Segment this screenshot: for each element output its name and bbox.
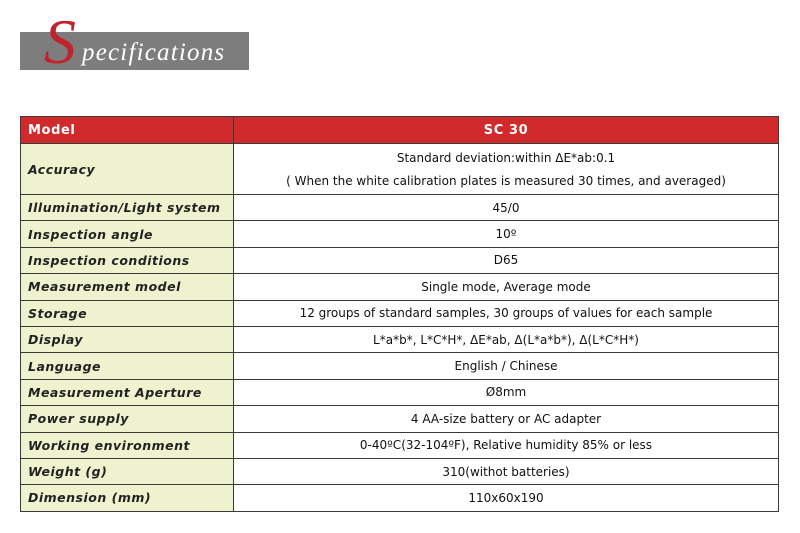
table-row bbox=[21, 406, 779, 432]
table-row bbox=[21, 379, 779, 405]
row-label: Storage bbox=[21, 300, 234, 326]
table-header-row bbox=[21, 117, 779, 144]
table-row bbox=[21, 274, 779, 300]
table-row bbox=[21, 458, 779, 484]
row-label: Display bbox=[21, 326, 234, 352]
row-label: Accuracy bbox=[21, 144, 234, 195]
row-value: L*a*b*, L*C*H*, ΔE*ab, Δ(L*a*b*), Δ(L*C*H*) bbox=[234, 326, 779, 352]
row-label: Inspection conditions bbox=[21, 247, 234, 273]
row-value: 310(withot batteries) bbox=[234, 458, 779, 484]
row-value: 110x60x190 bbox=[234, 485, 779, 511]
table-row bbox=[21, 432, 779, 458]
table-row bbox=[21, 485, 779, 511]
header-label: Model bbox=[21, 117, 234, 144]
accuracy-line-1: Standard deviation:within ΔE*ab:0.1 bbox=[396, 151, 616, 165]
accuracy-line-2: ( When the white calibration plates is measured 30 times, and averaged) bbox=[286, 174, 726, 188]
banner-initial: S bbox=[44, 6, 76, 77]
row-label: Power supply bbox=[21, 406, 234, 432]
row-label: Measurement model bbox=[21, 274, 234, 300]
row-label: Illumination/Light system bbox=[21, 195, 234, 221]
row-value: D65 bbox=[234, 247, 779, 273]
row-value: 10º bbox=[234, 221, 779, 247]
row-label: Weight (g) bbox=[21, 458, 234, 484]
row-value: Ø8mm bbox=[234, 379, 779, 405]
table-row bbox=[21, 353, 779, 379]
row-value: 4 AA-size battery or AC adapter bbox=[234, 406, 779, 432]
table-row bbox=[21, 221, 779, 247]
table-row-accuracy bbox=[21, 144, 779, 195]
row-value: English / Chinese bbox=[234, 353, 779, 379]
specifications-banner bbox=[20, 6, 249, 77]
row-label: Dimension (mm) bbox=[21, 485, 234, 511]
banner-title: pecifications bbox=[82, 39, 226, 66]
table-row bbox=[21, 247, 779, 273]
row-value: 45/0 bbox=[234, 195, 779, 221]
row-label: Inspection angle bbox=[21, 221, 234, 247]
row-value: Single mode, Average mode bbox=[234, 274, 779, 300]
header-model: SC 30 bbox=[234, 117, 779, 144]
table-row bbox=[21, 195, 779, 221]
row-value: 0-40ºC(32-104ºF), Relative humidity 85% or less bbox=[234, 432, 779, 458]
row-value: 12 groups of standard samples, 30 groups of values for each sample bbox=[234, 300, 779, 326]
row-label: Working environment bbox=[21, 432, 234, 458]
row-label: Measurement Aperture bbox=[21, 379, 234, 405]
row-value bbox=[234, 144, 779, 195]
table-row bbox=[21, 326, 779, 352]
row-label: Language bbox=[21, 353, 234, 379]
specifications-table bbox=[20, 116, 779, 512]
table-row bbox=[21, 300, 779, 326]
